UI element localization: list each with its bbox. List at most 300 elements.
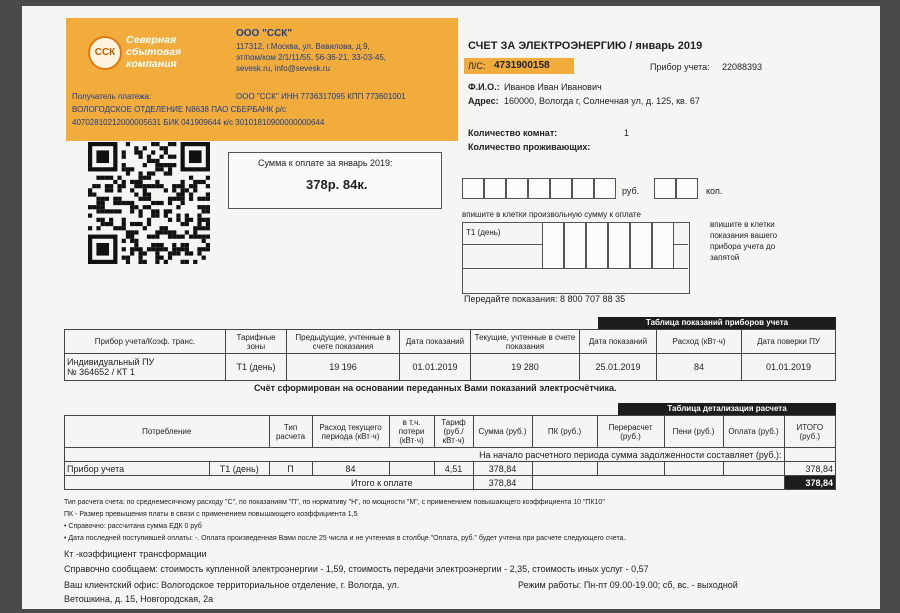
qr-module [143,184,147,188]
qr-module [168,167,172,171]
qr-module [143,197,147,201]
qr-module [185,251,189,255]
detail-row [65,462,836,476]
readings-table-title: Таблица показаний приборов учета [598,317,836,329]
qr-module [92,205,96,209]
qr-module [143,192,147,196]
qr-module [101,218,105,222]
qr-module [117,197,121,201]
qr-module [126,230,130,234]
prev-date-cell: 01.01.2019 [400,354,471,381]
qr-module [101,205,105,209]
qr-module [126,201,130,205]
readings-header-cell: Предыдущие, учтенные в счете показания [287,330,400,354]
qr-module [143,146,147,150]
qr-module [197,180,201,184]
qr-module [176,184,180,188]
qr-module [109,222,113,226]
qr-module [155,159,159,163]
qr-module [126,171,130,175]
qr-module [197,214,201,218]
qr-module [134,243,138,247]
rub-digit-6[interactable] [572,178,594,199]
qr-module [189,176,193,180]
qr-module [155,180,159,184]
invoice-title: СЧЕТ ЗА ЭЛЕКТРОЭНЕРГИЮ / январь 2019 [468,40,703,52]
qr-module [109,184,113,188]
qr-module [134,180,138,184]
qr-module [164,188,168,192]
readings-header-cell: Текущие, учтенные в счете показания [471,330,580,354]
qr-module [130,209,134,213]
detail-header-row [65,416,836,448]
qr-module [105,188,109,192]
qr-module [172,155,176,159]
readings-note: Счёт сформирован на основании переданных Вами показаний электросчётчика. [254,383,617,393]
qr-module [168,251,172,255]
qr-module [122,218,126,222]
qr-module [96,201,100,205]
qr-module [151,209,155,213]
meter-value: 22088393 [722,62,763,72]
qr-module [138,155,142,159]
prev-reading-cell: 19 196 [287,354,400,381]
logo-line-3: компания [126,58,177,70]
qr-module [134,150,138,154]
qr-module [96,184,100,188]
qr-module [189,218,193,222]
qr-finder [96,243,109,256]
qr-module [202,256,206,260]
readings-header-cell: Дата поверки ПУ [742,330,836,354]
qr-module [202,226,206,230]
qr-module [206,226,210,230]
qr-module [160,146,164,150]
qr-module [143,188,147,192]
qr-module [181,192,185,196]
kop-label: коп. [706,186,723,196]
reading-digit-3[interactable] [586,222,608,269]
payment-qr-code [88,142,210,264]
readings-header-cell: Расход (кВт·ч) [657,330,742,354]
qr-module [197,251,201,255]
qr-module [147,176,151,180]
qr-module [96,209,100,213]
detail-header-cell: Тариф (руб./ кВт·ч) [434,416,473,448]
residents-label: Количество проживающих: [468,142,591,152]
qr-module [185,243,189,247]
phone-line: Передайте показания: 8 800 707 88 35 [464,294,626,304]
qr-module [117,176,121,180]
qr-module [160,247,164,251]
qr-module [206,218,210,222]
qr-module [172,142,176,146]
qr-module [181,247,185,251]
qr-module [134,192,138,196]
qr-module [155,235,159,239]
readings-row [65,354,836,381]
qr-module [206,235,210,239]
qr-module [206,222,210,226]
rub-label: руб. [622,186,640,196]
qr-module [117,184,121,188]
qr-module [176,251,180,255]
qr-module [197,222,201,226]
zone-cell: Т1 (день) [226,354,287,381]
address-label: Адрес: [468,96,499,106]
qr-module [88,192,92,196]
qr-module [105,184,109,188]
qr-module [202,180,206,184]
ls-label: Л/С: [468,61,486,71]
qr-module [202,218,206,222]
qr-module [168,155,172,159]
qr-module [193,188,197,192]
qr-module [193,184,197,188]
recipient-label: Получатель платежа: [72,92,152,101]
qr-module [185,188,189,192]
qr-module [172,184,176,188]
qr-module [96,205,100,209]
qr-module [164,146,168,150]
note-calc-type: Тип расчета счета: по среднемесячному расходу "С", по показаниям "П", по нормативу "Н", по мощности "М", с применением повышающего коэффициента 10 "ПК10" [64,499,605,506]
sum-hint: впишите в клетки произвольную сумму к оплате [462,210,641,219]
qr-module [113,180,117,184]
qr-module [164,209,168,213]
note-edk: • Справочно: рассчитана сумма ЕДК 0 руб [64,523,202,530]
qr-module [206,184,210,188]
detail-sum: 378,84 [473,462,532,476]
qr-module [138,180,142,184]
address-value: 160000, Вологда г, Солнечная ул, д. 125, кв. 67 [504,96,700,106]
detail-penalty [664,462,723,476]
company-name: ООО "ССК" [236,28,293,39]
detail-pk [532,462,597,476]
qr-module [193,235,197,239]
qr-module [130,167,134,171]
qr-module [147,247,151,251]
rub-digit-3[interactable] [506,178,528,199]
t1-label: Т1 (день) [466,228,501,237]
detail-header-cell: Потребление [65,416,270,448]
qr-module [172,197,176,201]
device-number: № 364652 / КТ 1 [67,367,135,378]
qr-module [92,184,96,188]
reading-digit-5[interactable] [630,222,652,269]
qr-module [109,188,113,192]
qr-module [202,239,206,243]
total-row [65,476,836,490]
qr-module [164,247,168,251]
qr-module [147,184,151,188]
qr-module [126,256,130,260]
qr-module [155,167,159,171]
qr-module [151,150,155,154]
qr-module [105,197,109,201]
device-name: Индивидуальный ПУ [67,357,155,368]
qr-module [109,176,113,180]
qr-module [138,176,142,180]
qr-module [122,180,126,184]
detail-zone: Т1 (день) [210,462,270,476]
qr-module [168,171,172,175]
qr-module [160,256,164,260]
meter-hint-1: впишите в клетки [710,220,775,229]
readings-header-cell: Дата показаний [580,330,657,354]
invoice-sheet [22,6,880,609]
qr-module [101,197,105,201]
qr-module [122,155,126,159]
qr-module [197,247,201,251]
qr-module [176,197,180,201]
detail-type: П [269,462,312,476]
qr-module [185,260,189,264]
qr-module [206,197,210,201]
payment-sum-label: Сумма к оплате за январь 2019: [258,158,393,168]
qr-module [189,184,193,188]
qr-module [176,235,180,239]
qr-module [134,247,138,251]
rub-digit-1[interactable] [462,178,484,199]
qr-module [117,201,121,205]
rub-digit-2[interactable] [484,178,506,199]
qr-module [160,226,164,230]
qr-module [151,201,155,205]
reading-digit-6[interactable] [652,222,674,269]
detail-header-cell: Сумма (руб.) [473,416,532,448]
qr-module [168,142,172,146]
qr-module [155,214,159,218]
qr-module [96,197,100,201]
qr-module [185,230,189,234]
total-label: Итого к оплате [65,476,474,490]
detail-usage: 84 [312,462,389,476]
qr-module [160,230,164,234]
qr-module [185,247,189,251]
qr-module [197,226,201,230]
qr-module [155,243,159,247]
qr-module [101,209,105,213]
qr-module [138,150,142,154]
qr-module [197,197,201,201]
rooms-value: 1 [624,128,630,138]
qr-module [206,205,210,209]
total-empty [532,476,784,490]
readings-header-cell: Прибор учета/Коэф. транс. [65,330,226,354]
qr-module [109,218,113,222]
qr-module [122,222,126,226]
qr-module [155,163,159,167]
qr-module [164,163,168,167]
qr-module [134,146,138,150]
meter-label: Прибор учета: [650,62,710,72]
qr-module [130,230,134,234]
qr-module [151,142,155,146]
qr-module [138,184,142,188]
qr-module [101,201,105,205]
qr-module [151,247,155,251]
debt-label: На начало расчетного периода сумма задолженности составляет (руб.): [65,448,785,462]
qr-module [202,247,206,251]
rub-digit-5[interactable] [550,178,572,199]
qr-module [155,260,159,264]
meter-hint-4: запятой [710,253,740,262]
detail-paid [723,462,784,476]
detail-header-cell: Расход текущего периода (кВт·ч) [312,416,389,448]
qr-module [130,251,134,255]
logo-line-1: Северная [126,34,177,46]
qr-module [160,201,164,205]
ls-value: 4731900158 [494,60,550,71]
qr-module [122,184,126,188]
qr-module [113,226,117,230]
qr-module [164,260,168,264]
qr-module [164,214,168,218]
recipient-account: 40702810212000005631 БИК 041909644 к/с 30101810900000000644 [72,118,325,127]
qr-module [202,205,206,209]
payment-amount: 378р. 84к. [306,177,368,192]
company-office: эт/пом/ком 2/1/11/55, 56-36-21, 33-03-45, [236,53,386,62]
qr-module [151,159,155,163]
qr-module [109,209,113,213]
qr-module [130,205,134,209]
qr-module [206,176,210,180]
curr-reading-cell: 19 280 [471,354,580,381]
qr-module [147,218,151,222]
reading-digit-1[interactable] [542,222,564,269]
qr-module [155,247,159,251]
qr-module [143,226,147,230]
qr-module [122,201,126,205]
qr-module [168,209,172,213]
qr-module [197,218,201,222]
qr-module [134,230,138,234]
kop-digit-1[interactable] [654,178,676,199]
qr-module [181,235,185,239]
qr-module [181,180,185,184]
office-line-1: Ваш клиентский офис: Вологодское территориальное отделение, г. Вологда, ул. [64,580,400,590]
qr-module [147,197,151,201]
qr-module [101,222,105,226]
detail-tariff: 4,51 [434,462,473,476]
qr-module [130,222,134,226]
meter-hint-2: показания вашего [710,231,778,240]
qr-module [88,188,92,192]
qr-module [189,251,193,255]
qr-module [147,222,151,226]
qr-module [134,239,138,243]
qr-module [172,235,176,239]
qr-finder [96,150,109,163]
qr-module [151,184,155,188]
qr-module [189,235,193,239]
qr-module [122,239,126,243]
qr-module [134,205,138,209]
readings-header-cell: Дата показаний [400,330,471,354]
company-contacts: sevesk.ru, info@sevesk.ru [236,64,330,73]
qr-module [105,176,109,180]
qr-module [164,226,168,230]
qr-module [189,197,193,201]
cost-info: Справочно сообщаем: стоимость купленной электроэнергии - 1,59, стоимость передачи электроэнергии - 2,35, стоимость иных услуг - 0,57 [64,564,649,574]
qr-module [147,159,151,163]
qr-module [138,247,142,251]
qr-module [181,243,185,247]
qr-module [172,230,176,234]
reading-digit-4[interactable] [608,222,630,269]
qr-module [130,235,134,239]
qr-module [88,205,92,209]
qr-module [160,155,164,159]
total-sum: 378,84 [473,476,532,490]
qr-module [202,209,206,213]
working-hours: Режим работы: Пн-пт 09.00-19.00; сб, вс. - выходной [518,580,738,590]
qr-module [206,209,210,213]
qr-module [138,260,142,264]
qr-module [105,209,109,213]
qr-module [138,251,142,255]
qr-module [147,155,151,159]
qr-module [181,188,185,192]
qr-module [193,230,197,234]
qr-module [117,188,121,192]
qr-module [181,201,185,205]
qr-module [122,167,126,171]
detail-header-cell: Тип расчета [269,416,312,448]
qr-module [172,243,176,247]
rooms-label: Количество комнат: [468,128,558,138]
total-final: 378,84 [784,476,835,490]
curr-date-cell: 25.01.2019 [580,354,657,381]
readings-header-cell: Тарифные зоны [226,330,287,354]
qr-module [172,251,176,255]
rub-digit-7[interactable] [594,178,616,199]
qr-module [134,222,138,226]
qr-module [88,214,92,218]
qr-module [138,197,142,201]
qr-module [143,205,147,209]
qr-module [185,218,189,222]
qr-module [164,171,168,175]
rub-digit-4[interactable] [528,178,550,199]
qr-module [126,167,130,171]
qr-module [122,150,126,154]
qr-module [143,176,147,180]
qr-module [130,201,134,205]
company-address: 117312, г.Москва, ул. Вавилова, д.9, [236,42,370,51]
qr-module [138,222,142,226]
qr-module [143,163,147,167]
debt-row [65,448,836,462]
kop-digit-2[interactable] [676,178,698,199]
qr-module [172,163,176,167]
qr-module [138,214,142,218]
qr-module [126,260,130,264]
qr-module [105,222,109,226]
qr-module [168,230,172,234]
qr-module [168,256,172,260]
qr-module [172,247,176,251]
readings-table [64,329,836,381]
meter-hint-3: прибора учета до [710,242,776,251]
recipient-name: ООО "ССК" ИНН 7736317095 КПП 773601001 [236,92,406,101]
detail-header-cell: Оплата (руб.) [723,416,784,448]
qr-finder [189,150,202,163]
qr-module [197,235,201,239]
reading-digit-2[interactable] [564,222,586,269]
qr-module [206,243,210,247]
qr-module [122,163,126,167]
